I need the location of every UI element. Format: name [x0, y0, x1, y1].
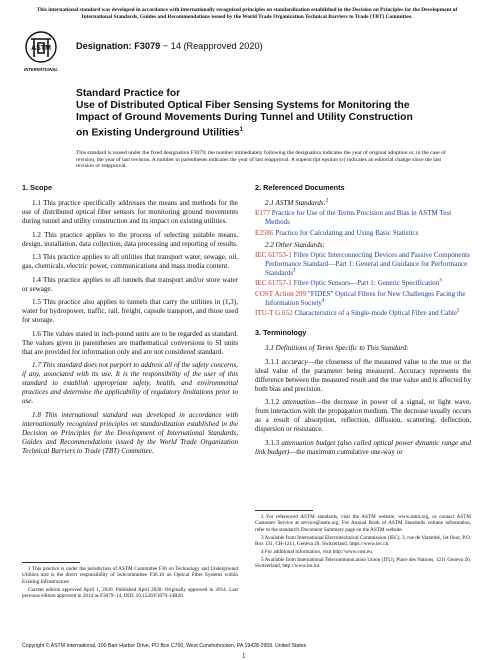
footnote-1: 1 This practice is under the jurisdiction of ASTM Committee F36 on Technology and Underground Utilities and is the direct responsibility of Subcommittee F36.10 on Optical Fiber Systems within Existing Infrastructure.: [22, 566, 238, 585]
footnote-1-edition: Current edition approved April 1, 2020. Published April 2020. Originally approved in 2014. Last previous edition approved in 2014 as F3079–14. DOI: 10.1520/F3079-14R20.: [22, 586, 238, 600]
astm-standards-label: 2.1 ASTM Standards:$^2$: [265, 198, 329, 207]
tbt-notice: This international standard was developed in accordance with internationally recognized principles on standardization established in the Decision on Principles for the Development of International Standards, Guides and Recommendations issued by the World Trade Organization Technical Barriers to Trade (TBT) Committee.: [36, 7, 458, 20]
right-column: [255, 183, 471, 461]
reference-item[interactable]: E2586 Practice for Calculating and Using Basic Statistics: [255, 228, 419, 237]
reference-item[interactable]: E177 Practice for Use of the Terms Precision and Bias in ASTM Test Methods: [255, 209, 452, 226]
document-title: [76, 88, 416, 139]
designation: [76, 41, 263, 51]
reference-item[interactable]: ITU-T G.652 Characteristics of a Single-mode Optical Fibre and Cable$^5$: [255, 308, 460, 317]
footnote-right: [255, 514, 471, 571]
terminology-heading: 3. Terminology: [255, 328, 307, 337]
scope-para: 1.2 This practice applies to the process of selecting suitable means, design, installation, data collection, data processing and reporting of results.: [22, 230, 238, 248]
footnote-2: 2 For referenced ASTM standards, visit the ASTM website, www.astm.org, or contact ASTM Customer Service at service@astm.org. For Annual Book of ASTM Standards volume information, refer to the standard's Document Summary page on the ASTM website.: [255, 514, 471, 533]
term-definition: 3.1.2 attenuation—the decrease in power of a signal, or light wave, from interaction with the propagation medium. The decrease usually occurs as a result of absorption, reflection, diffusion, scattering, deflection, dispersion or resistance.: [255, 398, 471, 433]
left-column: [22, 183, 238, 460]
copyright-footer: Copyright © ASTM International, 100 Barr Harbor Drive, PO Box C700, West Conshohocken, PA 19428-2959. United States: [22, 643, 307, 649]
footnote-rule-right: [255, 510, 313, 511]
definitions-label: 3.1 Definitions of Terms Specific to This Standard:: [265, 344, 409, 352]
svg-text:INTERNATIONAL: INTERNATIONAL: [24, 67, 58, 72]
scope-para: 1.6 The values stated in inch-pound units are to be regarded as standard. The values given in parentheses are mathematical conversions to SI units that are provided for information only and are not considered standard.: [22, 329, 238, 356]
scope-para: 1.5 This practice also applies to tunnels that carry the utilities in (1,3), water for hydropower, traffic, rail, freight, capsule transport, and those used for storage.: [22, 298, 238, 324]
footnote-4: 4 For additional information, visit http://www.cost.eu.: [261, 549, 374, 556]
page-number: 1: [242, 652, 246, 660]
designation-suffix: − 14 (Reapproved 2020): [160, 41, 263, 51]
scope-para: 1.1 This practice specifically addresses the means and methods for the use of distributed optical fiber sensors for monitoring ground movements during tunnel and utility construction and its impact on existing utilities.: [22, 199, 238, 225]
other-standards-label: 2.2 Other Standards:: [265, 240, 325, 249]
reference-item[interactable]: IEC 61753-1 Fibre Optic Interconnecting Devices and Passive Components Performance Standard—Part 1: General and Guidance for Performance Standards$^3$: [255, 250, 470, 277]
title-line1: Standard Practice for: [76, 88, 181, 99]
designation-label: Designation: F3079: [76, 41, 161, 51]
footnote-3: 3 Available from International Electrotechnical Commission (IEC), 3, rue de Varembé, 1st floor, P.O. Box 131, CH-1211, Geneva 20, Switzerland, https://www.iec.ch.: [255, 534, 471, 548]
footnote-5: 5 Available from International Telecommunication Union (ITU), Place des Nations, 1211 Geneva 20, Switzerland, http://www.itu.int.: [255, 556, 471, 570]
svg-text:ASTM: ASTM: [31, 45, 51, 52]
scope-para-italic: 1.8 This international standard was developed in accordance with internationally recognized principles on standardization established in the Decision on Principles for the Development of International Standards, Guides and Recommendations issued by the World Trade Organization Technical Barriers to Trade (TBT) Committee.: [22, 410, 238, 455]
astm-logo: [24, 31, 58, 75]
reference-item[interactable]: IEC 61757-1 Fibre Optic Sensors—Part 1: Generic Specification$^3$: [255, 278, 442, 287]
scope-para: 1.4 This practice applies to all tunnels that transport and/or store water or sewage.: [22, 275, 238, 293]
term-definition: 3.1.3 attenuation budget (also called optical power dynamic range and link budget)—the maximum cumulative one-way or: [255, 438, 471, 456]
scope-heading: 1. Scope: [22, 183, 53, 192]
footnote-left: [22, 566, 238, 601]
references-heading: 2. Referenced Documents: [255, 183, 345, 192]
footnote-rule-left: [22, 562, 80, 563]
reference-item[interactable]: COST Action 299 "FIDES" Optical Fibres for New Challenges Facing the Information Society$^4$: [255, 289, 466, 307]
scope-para: 1.3 This practice applies to all utilities that transport water, sewage, oil, gas, chemicals, electric power, communications and mass media content.: [22, 253, 238, 270]
standard-note: This standard is issued under the fixed designation F3079; the number immediately following the designation indicates the year of original adoption or, in the case of revision, the year of last revision. A number in parentheses indicates the year of last reapproval. A superscript epsilon (ε) indicates an editorial change since the last revision or reapproval.: [76, 150, 446, 170]
term-definition: 3.1.1 accuracy—the closeness of the measured value to the true or the ideal value of the parameter being measured. Accuracy represents the difference between the measured result and the true value and is affected by both bias and precision.: [255, 357, 471, 393]
scope-para-italic: 1.7 This standard does not purport to address all of the safety concerns, if any, associated with its use. It is the responsibility of the user of this standard to establish appropriate safety, health, and environmental practices and determine the applicability of regulatory limitations prior to use.: [22, 361, 238, 405]
title-line2: Use of Distributed Optical Fiber Sensing Systems for Monitoring the Impact of Ground Movements During Tunnel and Utility Construction on Existing Underground Utilities$^1$: [76, 100, 413, 139]
